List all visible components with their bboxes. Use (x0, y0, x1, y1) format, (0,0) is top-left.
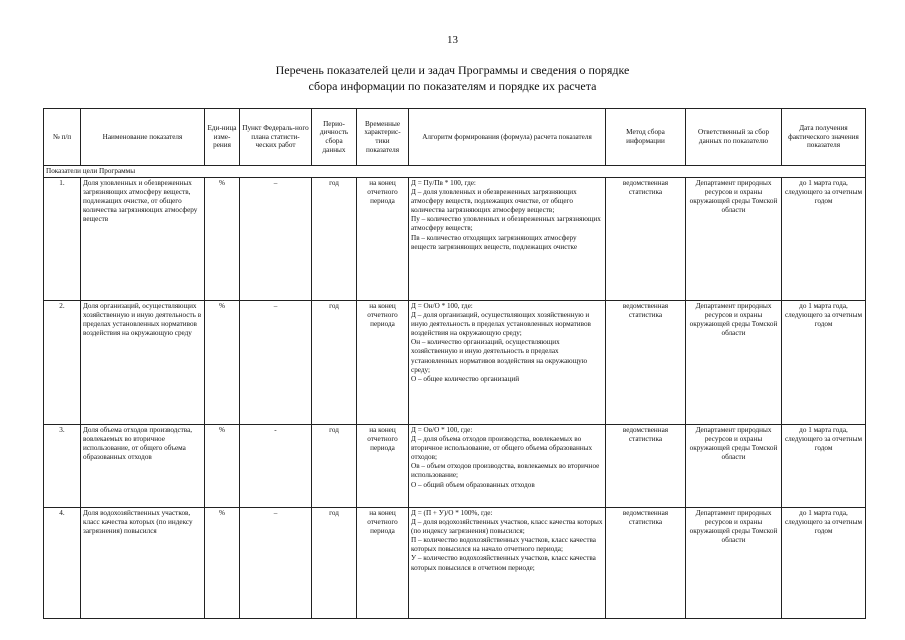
periodicity: год (312, 425, 357, 508)
responsible: Департамент природных ресурсов и охраны окружающей среды Томской области (686, 425, 782, 508)
column-header-unit: Еди-ница изме-рения (205, 109, 240, 166)
formula-line: Д = Пу/Пв * 100, где: (411, 179, 476, 187)
indicators-table (43, 108, 866, 619)
collection-method: ведомственная статистика (606, 425, 686, 508)
formula-line: У – количество водохозяйственных участков, класс качества которых повысился в отчетном периоде; (411, 554, 596, 572)
page-number: 13 (447, 34, 458, 46)
time-characteristics: на конец отчетного периода (357, 508, 409, 619)
column-header-time-characteristics: Временные характерис-тики показателя (357, 109, 409, 166)
formula-line: Д = Он/О * 100, где: (411, 302, 473, 310)
table-row (44, 508, 866, 619)
row-number: 4. (44, 508, 81, 619)
table-row (44, 425, 866, 508)
formula-line: Ов – объем отходов производства, вовлекаемых во вторичное использование; (411, 462, 600, 480)
section-label: Показатели цели Программы (44, 166, 866, 178)
table-row (44, 301, 866, 425)
formula (409, 425, 606, 508)
document-title-line-2: сбора информации по показателям и порядке их расчета (308, 79, 597, 93)
responsible: Департамент природных ресурсов и охраны окружающей среды Томской области (686, 301, 782, 425)
indicator-name: Доля организаций, осуществляющих хозяйственную и иную деятельность в пределах установленных нормативов воздействия на окружающую среду (81, 301, 205, 425)
date: до 1 марта года, следующего за отчетным годом (782, 425, 866, 508)
formula-line: Д = (П + У)/О * 100%, где: (411, 509, 493, 517)
row-number: 3. (44, 425, 81, 508)
periodicity: год (312, 508, 357, 619)
formula-line: Он – количество организаций, осуществляющих хозяйственную и иную деятельность в пределах установленных нормативов воздействия на окружающую среду; (411, 338, 588, 374)
collection-method: ведомственная статистика (606, 508, 686, 619)
formula-line: Пу – количество уловленных и обезвреженных загрязняющих атмосферу веществ; (411, 215, 601, 233)
formula-line: Д – доля уловленных и обезвреженных загрязняющих атмосферу веществ, подлежащих очистке, от общего количества загрязняющих атмосферу веществ; (411, 188, 577, 215)
indicator-name: Доля уловленных и обезвреженных загрязняющих атмосферу веществ, подлежащих очистке, от общего количества загрязняющих атмосферу веществ (81, 178, 205, 301)
unit: % (205, 425, 240, 508)
formula-line: П – количество водохозяйственных участков, класс качества которых повысился на начало отчетного периода; (411, 536, 596, 554)
column-header-responsible: Ответственный за сбор данных по показателю (686, 109, 782, 166)
date: до 1 марта года, следующего за отчетным годом (782, 178, 866, 301)
formula-line: Д – доля организаций, осуществляющих хозяйственную и иную деятельность в пределах установленных нормативов воздействия на окружающую среду; (411, 311, 591, 338)
time-characteristics: на конец отчетного периода (357, 301, 409, 425)
formula (409, 508, 606, 619)
column-header-periodicity: Перио-дичность сбора данных (312, 109, 357, 166)
column-header-date: Дата получения фактического значения показателя (782, 109, 866, 166)
column-header-plan-item: Пункт Федераль-ного плана статисти-ческих работ (240, 109, 312, 166)
formula-line: Д – доля водохозяйственных участков, класс качества которых (по индексу загрязнения) повысился; (411, 518, 603, 536)
row-number: 1. (44, 178, 81, 301)
column-header-name: Наименование показателя (81, 109, 205, 166)
formula-line: О – общий объем образованных отходов (411, 480, 535, 489)
plan-item: – (240, 178, 312, 301)
formula (409, 301, 606, 425)
unit: % (205, 178, 240, 301)
formula (409, 178, 606, 301)
unit: % (205, 301, 240, 425)
indicator-name: Доля водохозяйственных участков, класс качества которых (по индексу загрязнения) повысился (81, 508, 205, 619)
table-row (44, 178, 866, 301)
date: до 1 марта года, следующего за отчетным годом (782, 508, 866, 619)
responsible: Департамент природных ресурсов и охраны окружающей среды Томской области (686, 508, 782, 619)
date: до 1 марта года, следующего за отчетным годом (782, 301, 866, 425)
collection-method: ведомственная статистика (606, 178, 686, 301)
row-number: 2. (44, 301, 81, 425)
document-title-line-1: Перечень показателей цели и задач Программы и сведения о порядке (275, 63, 630, 77)
formula-line: Пв – количество отходящих загрязняющих атмосферу веществ загрязняющих веществ, подлежащих очистке (411, 233, 578, 251)
plan-item: – (240, 508, 312, 619)
collection-method: ведомственная статистика (606, 301, 686, 425)
time-characteristics: на конец отчетного периода (357, 178, 409, 301)
plan-item: – (240, 301, 312, 425)
formula-line: О – общее количество организаций (411, 374, 520, 383)
indicator-name: Доля объема отходов производства, вовлекаемых во вторичное использование, от общего объема образованных отходов (81, 425, 205, 508)
column-header-method: Метод сбора информации (606, 109, 686, 166)
periodicity: год (312, 301, 357, 425)
time-characteristics: на конец отчетного периода (357, 425, 409, 508)
formula-line: Д = Ов/О * 100, где: (411, 426, 473, 434)
section-row (44, 166, 866, 178)
column-header-number: № п/п (44, 109, 81, 166)
periodicity: год (312, 178, 357, 301)
table-header-row (44, 109, 866, 166)
responsible: Департамент природных ресурсов и охраны окружающей среды Томской области (686, 178, 782, 301)
column-header-formula: Алгоритм формирования (формула) расчета показателя (409, 109, 606, 166)
plan-item: - (240, 425, 312, 508)
formula-line: Д – доля объема отходов производства, вовлекаемых во вторичное использование, от общего объема образованных отходов; (411, 435, 593, 462)
unit: % (205, 508, 240, 619)
document-title (0, 62, 905, 94)
